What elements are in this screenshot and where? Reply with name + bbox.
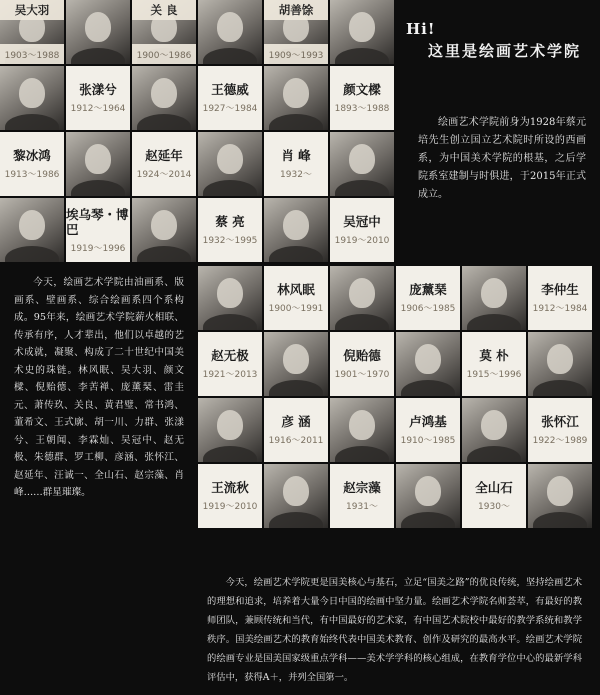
artist-years: 1924～2014 <box>136 170 192 180</box>
page-heading <box>406 18 581 62</box>
artist-name: 黎冰鸿 <box>13 148 51 163</box>
artist-name: 吴冠中 <box>343 214 381 229</box>
today-paragraph: 今天，绘画艺术学院由油画系、版画系、壁画系、综合绘画系四个系构成。95年来，绘画艺术学院薪火相联、传承有序，人才辈出，他们以卓越的艺术成就，凝聚、构成了二十世纪中国美术史的珠链。林风眠、吴大羽、颜文樑、倪贻德、李苦禅、庞薰琹、雷圭元、萧传玖、关良、黄君璧、常书鸿、董希文、王式廓、胡一川、力群、张漾兮、王朝闻、李霖灿、吴冠中、赵无极、朱德群、罗工柳、彦涵、张怀江、赵延年、汪诚一、全山石、赵宗藻、肖峰……群星璀璨。 <box>14 277 184 498</box>
bottom-paragraph: 今天，绘画艺术学院更是国美核心与基石，立足“国美之路”的优良传统，坚持绘画艺术的理想和追求，培养着大量今日中国的绘画中坚力量。绘画艺术学院名师荟萃，有最好的教师团队，兼顾传统和当代，有中国最好的艺术家，有中国艺术院校中最好的教学系统和教学秩序。国美绘画艺术的教育始终代表中国美术教育、创作及研究的最高水平。绘画艺术学院的绘画专业是国美国家级重点学科——美术学学科的核心组成，在教育学位中心的最新学科评估中，获得A＋，并列全国第一。 <box>207 577 582 683</box>
portrait-photo <box>198 132 262 196</box>
artist-name: 王德威 <box>211 82 249 97</box>
portrait-photo <box>330 132 394 196</box>
portrait-photo <box>66 132 130 196</box>
artist-years: 1932～ <box>280 170 312 180</box>
artist-years: 1912～1964 <box>70 104 126 114</box>
artist-years: 1903～1988 <box>0 44 64 64</box>
artist-name: 埃乌琴・博巴 <box>66 206 129 237</box>
portrait-photo <box>264 66 328 130</box>
artist-name: 颜文樑 <box>343 82 381 97</box>
portrait-photo <box>0 198 64 262</box>
artist-years: 1932～1995 <box>202 236 258 246</box>
portrait-photo <box>264 464 328 528</box>
artist-label <box>66 198 130 262</box>
portrait-photo <box>396 332 460 396</box>
artist-name: 赵延年 <box>145 148 183 163</box>
artist-name: 张漾兮 <box>79 82 117 97</box>
artist-years: 1913～1986 <box>4 170 60 180</box>
artist-years: 1912～1984 <box>532 304 588 314</box>
artist-label <box>198 332 262 396</box>
artist-years: 1919～1996 <box>70 243 126 254</box>
heading-title: 这里是绘画艺术学院 <box>428 42 582 60</box>
portrait-photo <box>528 464 592 528</box>
portrait-photo <box>0 66 64 130</box>
artist-label <box>396 398 460 462</box>
artist-name: 倪贻德 <box>343 348 381 363</box>
artist-years: 1893～1988 <box>334 104 390 114</box>
artist-years: 1906～1985 <box>400 304 456 314</box>
portrait-photo <box>330 398 394 462</box>
artist-label <box>330 198 394 262</box>
portrait-photo <box>528 332 592 396</box>
artist-label <box>462 332 526 396</box>
artist-years: 1927～1984 <box>202 104 258 114</box>
artist-label <box>330 464 394 528</box>
artist-label <box>396 266 460 330</box>
artist-label <box>264 398 328 462</box>
artist-years: 1915～1996 <box>466 370 522 380</box>
portrait-photo <box>198 398 262 462</box>
portrait-photo <box>264 0 328 64</box>
artist-label <box>264 266 328 330</box>
artist-label <box>330 332 394 396</box>
artist-years: 1909～1993 <box>264 44 328 64</box>
artist-label <box>462 464 526 528</box>
artist-label <box>132 132 196 196</box>
artist-label <box>198 198 262 262</box>
portrait-photo <box>132 66 196 130</box>
artist-name: 王流秋 <box>211 480 249 495</box>
portrait-photo <box>66 0 130 64</box>
artist-years: 1900～1991 <box>268 304 324 314</box>
portrait-photo <box>396 464 460 528</box>
artist-years: 1921～2013 <box>202 370 258 380</box>
portrait-photo <box>132 198 196 262</box>
artist-label <box>0 132 64 196</box>
artist-years: 1900～1986 <box>132 44 196 64</box>
artist-name: 肖 峰 <box>281 148 311 163</box>
artist-label <box>330 66 394 130</box>
artist-name: 张怀江 <box>541 414 579 429</box>
portrait-photo <box>0 0 64 64</box>
portrait-photo <box>462 398 526 462</box>
artist-name: 庞薰琹 <box>409 282 447 297</box>
artist-label <box>528 266 592 330</box>
artist-name: 赵宗藻 <box>343 480 381 495</box>
portrait-photo <box>198 0 262 64</box>
artist-name: 吴大羽 <box>0 0 64 20</box>
portrait-photo <box>198 266 262 330</box>
artist-name: 全山石 <box>475 480 513 495</box>
heading-greeting: Hi! <box>406 20 436 38</box>
artist-name: 胡善馀 <box>264 0 328 20</box>
artist-label <box>264 132 328 196</box>
portrait-photo <box>264 332 328 396</box>
portrait-photo <box>330 266 394 330</box>
artist-label <box>198 66 262 130</box>
artist-years: 1919～2010 <box>202 502 258 512</box>
artist-years: 1931～ <box>346 502 378 512</box>
portrait-photo <box>264 198 328 262</box>
artist-years: 1922～1989 <box>532 436 588 446</box>
artist-name: 赵无极 <box>211 348 249 363</box>
artist-years: 1919～2010 <box>334 236 390 246</box>
intro-paragraph: 绘画艺术学院前身为1928年蔡元培先生创立国立艺术院时所设的西画系，为中国美术学院的根基，之后学院系室建制与时俱进，于2015年正式成立。 <box>418 117 586 200</box>
portrait-photo <box>132 0 196 64</box>
artist-name: 卢鸿基 <box>409 414 447 429</box>
portrait-photo <box>330 0 394 64</box>
portrait-photo <box>462 266 526 330</box>
artist-years: 1910～1985 <box>400 436 456 446</box>
artist-years: 1901～1970 <box>334 370 390 380</box>
artist-years: 1916～2011 <box>268 436 324 446</box>
artist-name: 莫 朴 <box>479 348 509 363</box>
artist-name: 蔡 亮 <box>215 214 245 229</box>
artist-name: 彦 涵 <box>281 414 311 429</box>
artist-label <box>528 398 592 462</box>
artist-name: 关 良 <box>132 0 196 20</box>
artist-name: 李仲生 <box>541 282 579 297</box>
artist-years: 1930～ <box>478 502 510 512</box>
artist-name: 林风眠 <box>277 282 315 297</box>
artist-label <box>66 66 130 130</box>
artist-label <box>198 464 262 528</box>
